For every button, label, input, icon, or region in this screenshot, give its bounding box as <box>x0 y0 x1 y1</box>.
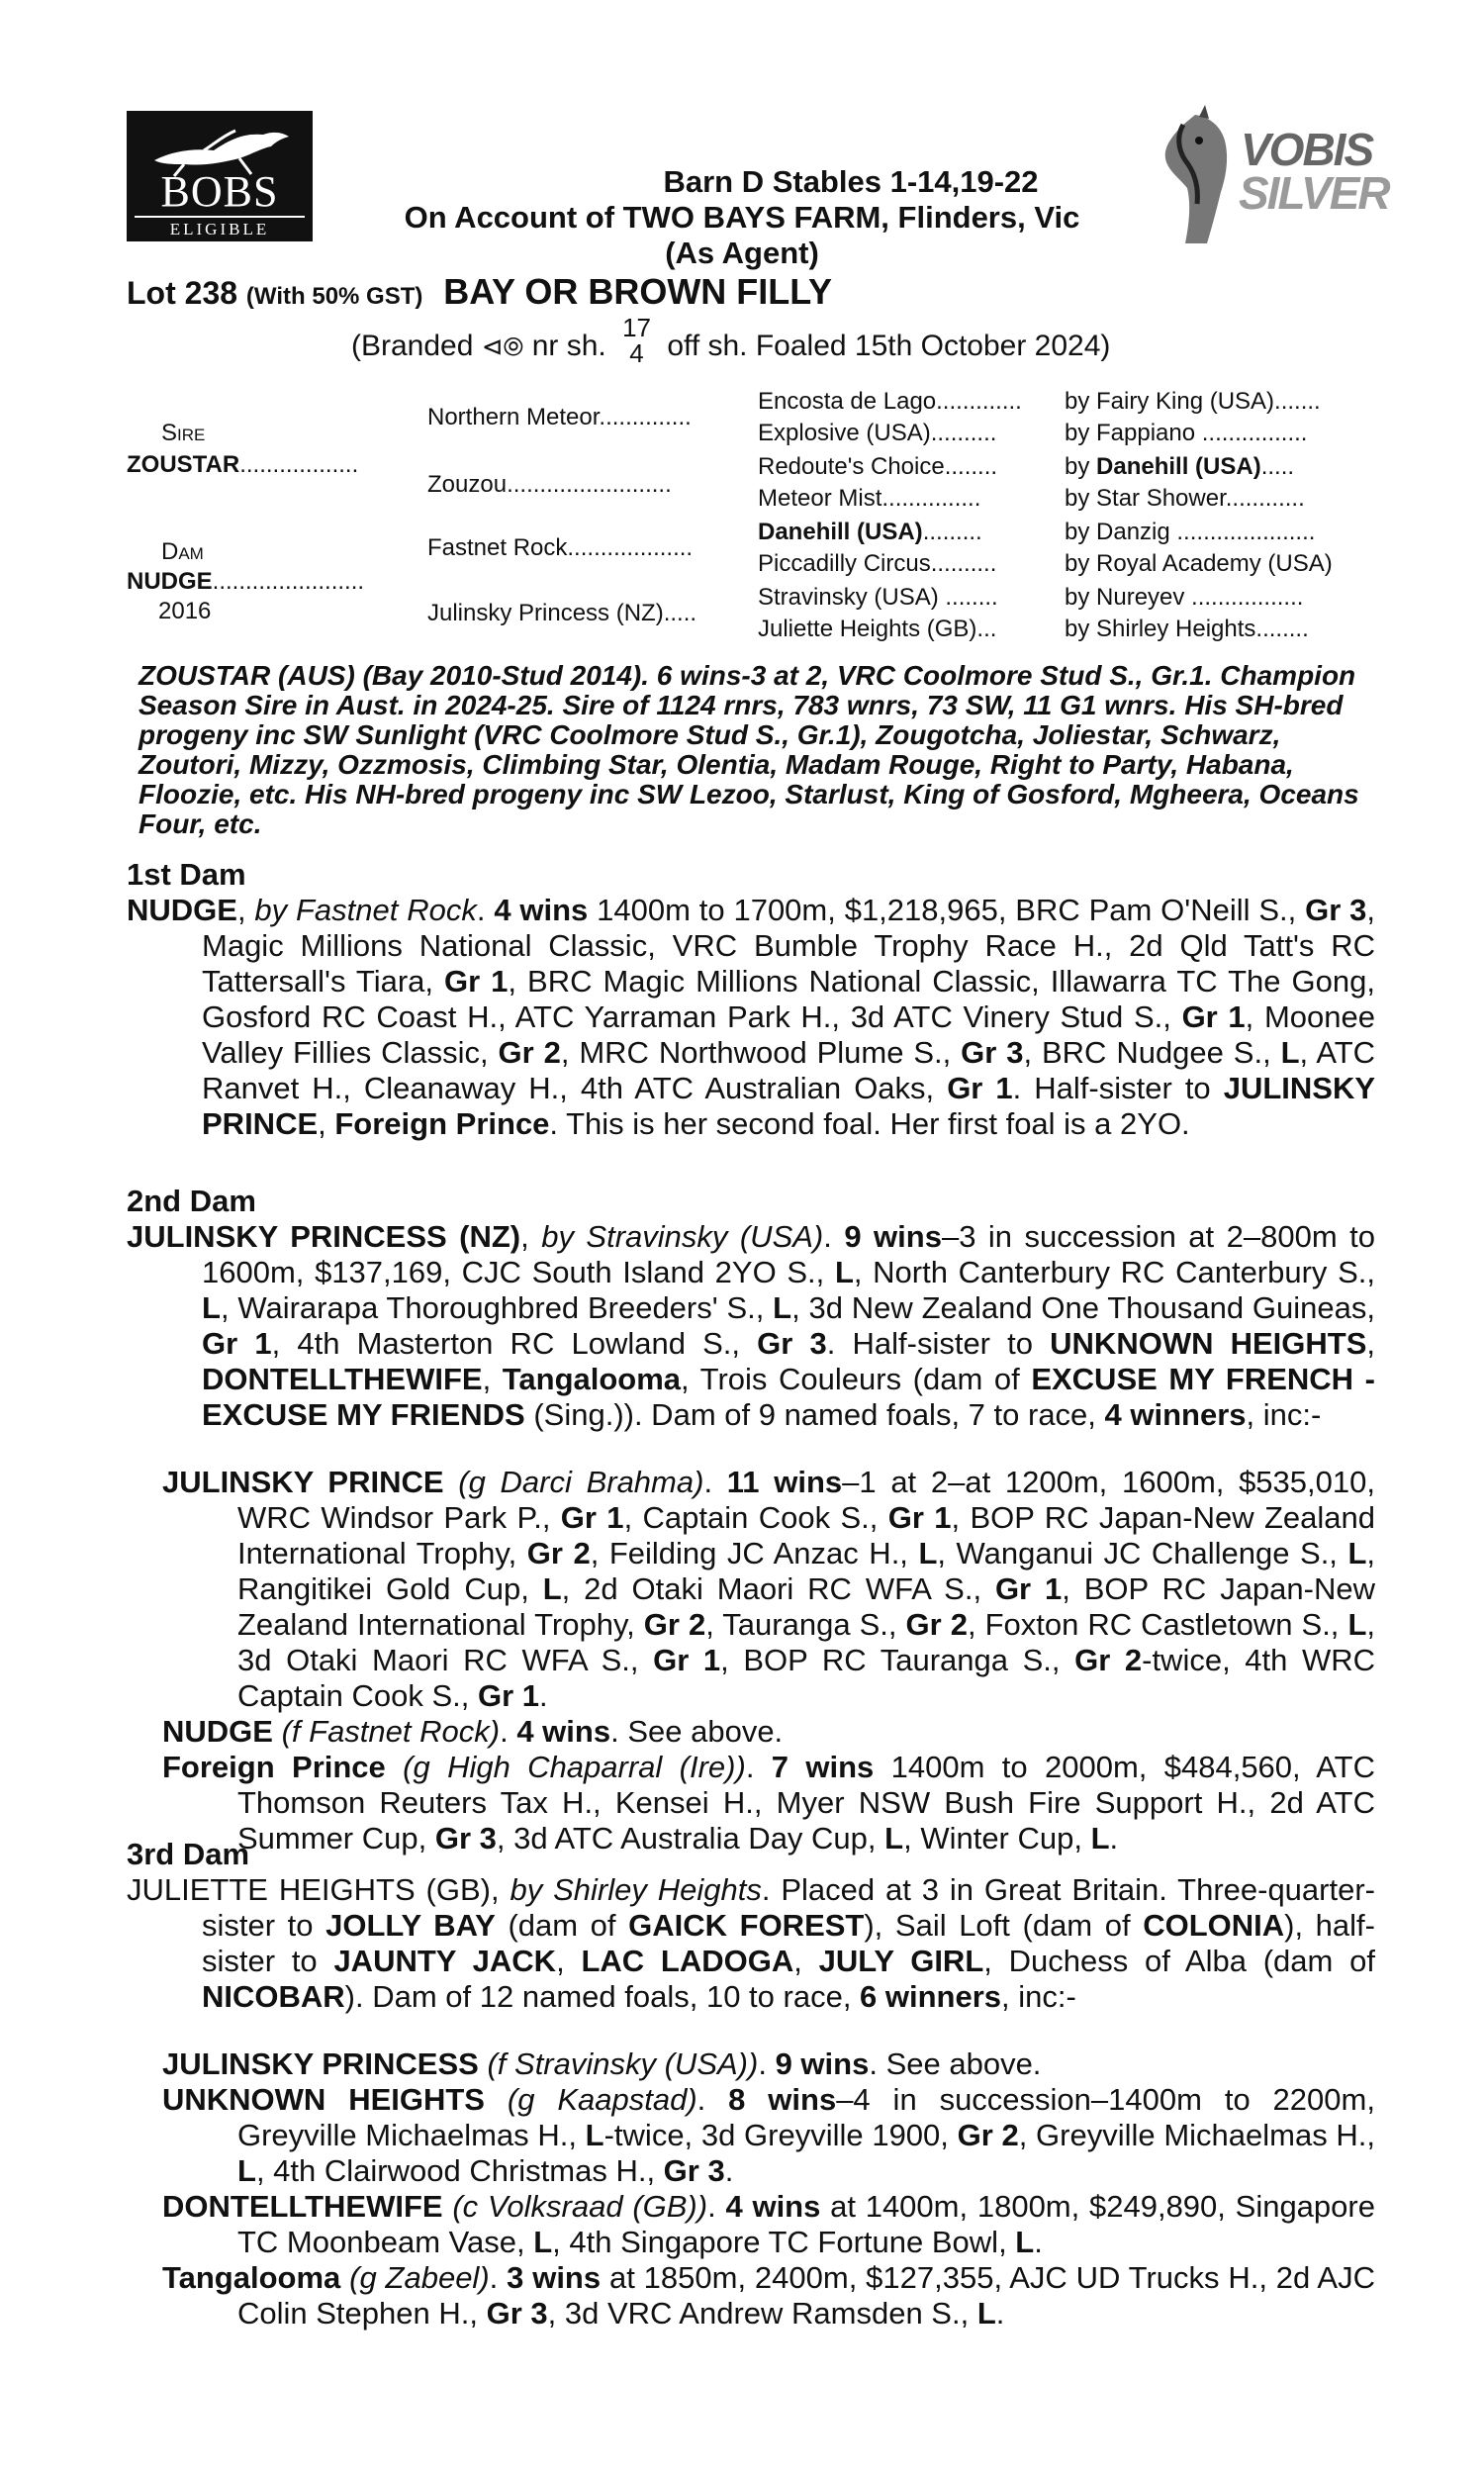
gen3-dots: .......... <box>930 550 997 577</box>
sire-ref: (f Stravinsky (USA)) <box>487 2046 759 2081</box>
t: , Tauranga S., <box>705 1607 906 1642</box>
grade: Gr 3 <box>434 1821 497 1856</box>
gen2-dots: ..... <box>663 600 697 626</box>
t: ), half-sister to <box>202 1908 1375 1978</box>
grade: Gr 3 <box>663 2153 725 2188</box>
t: , Foxton RC Castletown S., <box>967 1607 1348 1642</box>
as-agent: (As Agent) <box>665 236 819 270</box>
t: ), Sail Loft (dam of <box>864 1908 1144 1943</box>
t: , 3d New Zealand One Thousand Guineas, <box>791 1290 1375 1325</box>
horse-head-icon <box>1156 105 1245 253</box>
gen3-item <box>758 616 996 643</box>
t: , MRC Northwood Plume S., <box>560 1035 962 1070</box>
t: , Winter Cup, <box>903 1821 1091 1856</box>
barn-stables: Barn D Stables 1-14,19-22 <box>663 164 1039 199</box>
gen3-item <box>758 485 980 513</box>
gen3-dots: ... <box>976 616 997 642</box>
gen3-name: Piccadilly Circus <box>758 550 931 577</box>
sire-ref: by Fastnet Rock <box>254 893 477 927</box>
t: . <box>758 2046 767 2081</box>
horse-name: DONTELLTHEWIFE <box>202 1362 483 1396</box>
sire-label: Sire <box>161 420 206 446</box>
horse-name: Tangalooma <box>502 1362 682 1396</box>
t: , <box>1366 1326 1376 1361</box>
consignor-header <box>336 164 1148 271</box>
t: , Feilding JC Anzac H., <box>590 1536 919 1570</box>
sire-dots: .................. <box>239 451 359 478</box>
second-dam-heading: 2nd Dam <box>127 1184 256 1218</box>
t: –4 in succession–1400m to 2200m, Greyville Michaelmas H., <box>237 2082 1375 2152</box>
branded-mid: nr sh. <box>531 329 606 362</box>
grade: Gr 2 <box>957 2118 1019 2152</box>
grade: Gr 3 <box>486 2296 548 2331</box>
t: at 1850m, 2400m, $127,355, AJC UD Trucks H., 2d AJC Colin Stephen H., <box>237 2260 1375 2331</box>
lot-heading <box>127 271 832 313</box>
brand-fraction-top: 17 <box>622 313 651 342</box>
t: . <box>823 1219 832 1254</box>
t: , 3d VRC Andrew Ramsden S., <box>547 2296 977 2331</box>
sire-name <box>127 451 358 479</box>
gen3-sire: by Danzig ..................... <box>1065 519 1316 545</box>
t: , ATC Ranvet H., Cleanaway H., 4th ATC Australian Oaks, <box>202 1035 1376 1105</box>
horse-name: Tangalooma <box>162 2260 341 2295</box>
first-dam-entry <box>127 893 1375 1142</box>
vobis-silver-logo <box>1156 105 1389 253</box>
horse-name: NICOBAR <box>202 1979 345 2014</box>
t: . <box>500 1714 509 1749</box>
gen3-sire <box>1065 453 1294 481</box>
t: , <box>482 1362 503 1396</box>
t: . <box>995 2296 1005 2331</box>
horse-name: NUDGE <box>127 893 237 927</box>
grade: L <box>1280 1035 1300 1070</box>
t: . See above. <box>610 1714 784 1749</box>
grade: Gr 1 <box>653 1643 721 1677</box>
lot-number: Lot 238 <box>127 275 238 311</box>
grade: L <box>884 1821 904 1856</box>
t: , Magic Millions National Classic, VRC Bumble Trophy Race H., 2d Qld Tatt's RC Tattersall's Tiara, <box>202 893 1375 999</box>
grade: Gr 2 <box>526 1536 591 1570</box>
vobis-logo-word: VOBIS <box>1241 124 1373 175</box>
sire-ref: (g Zabeel) <box>349 2260 490 2295</box>
wins: 4 wins <box>516 1714 611 1749</box>
grade: Gr 2 <box>1074 1643 1143 1677</box>
t: , Wanganui JC Challenge S., <box>937 1536 1348 1570</box>
gen2-name: Fastnet Rock <box>427 534 568 561</box>
gen3-sire-post: ..... <box>1260 453 1295 480</box>
gen3-name: Danehill (USA) <box>758 519 923 545</box>
t: , 4th Clairwood Christmas H., <box>255 2153 664 2188</box>
gen3-dots: ............... <box>881 485 981 512</box>
winners-count: 6 winners <box>860 1979 1002 2014</box>
t: . Half-sister to <box>1012 1071 1224 1105</box>
gst-note: (With 50% GST) <box>245 283 423 310</box>
t: . <box>724 2153 734 2188</box>
gen3-item <box>758 453 997 481</box>
horse-name: JAUNTY JACK <box>333 1944 557 1978</box>
bobs-eligible-logo <box>127 111 313 241</box>
grade: Gr 3 <box>757 1326 827 1361</box>
horse-name: Foreign Prince <box>162 1750 386 1784</box>
gen3-item <box>758 519 982 546</box>
grade: L <box>533 2225 553 2259</box>
grade: L <box>542 1571 562 1606</box>
gen3-dots: ........ <box>944 453 998 480</box>
gen3-sire: by Fairy King (USA)....... <box>1065 388 1321 415</box>
progeny-tangalooma <box>127 2260 1375 2331</box>
gen2-dots: ................... <box>567 534 694 561</box>
t: . <box>489 2260 499 2295</box>
t: . Half-sister to <box>826 1326 1051 1361</box>
horse-name: JULIETTE HEIGHTS (GB) <box>127 1872 491 1907</box>
progeny-foreign-prince <box>127 1750 1375 1856</box>
t: -twice, 3d Greyville 1900, <box>603 2118 958 2152</box>
sire-ref: (f Fastnet Rock) <box>281 1714 501 1749</box>
gen3-dots: .......... <box>930 420 997 446</box>
grade: L <box>1347 1607 1367 1642</box>
grade: L <box>1090 1821 1110 1856</box>
gen2-item <box>427 600 696 627</box>
gen3-dots: ......... <box>922 519 982 545</box>
sire: ZOUSTAR <box>127 451 240 478</box>
gen3-sire: by Fappiano ................ <box>1065 420 1308 446</box>
gen3-name: Juliette Heights (GB) <box>758 616 977 642</box>
t: . Placed at 3 in Great Britain. Three-quarter-sister to <box>202 1872 1375 1943</box>
t: . <box>707 2189 716 2224</box>
brand-line <box>351 313 1111 368</box>
dam-dots: ....................... <box>212 568 365 595</box>
t: . <box>696 2082 706 2117</box>
wins: 11 wins <box>726 1465 843 1499</box>
grade: Gr 3 <box>1305 893 1367 927</box>
grade: L <box>237 2153 256 2188</box>
gen3-item <box>758 388 1022 416</box>
third-dam-entry <box>127 1872 1375 2015</box>
sire-ref: by Stravinsky (USA) <box>541 1219 824 1254</box>
sire-ref: (g Darci Brahma) <box>458 1465 704 1499</box>
t: . <box>1034 2225 1043 2259</box>
t: , BOP RC Japan-New Zealand International Trophy, <box>237 1500 1376 1570</box>
t: 1400m to 2000m, $484,560, ATC Thomson Reuters Tax H., Kensei H., Myer NSW Bush Fire Support H., 2d ATC Summer Cup, <box>237 1750 1375 1856</box>
gen3-name: Stravinsky (USA) <box>758 584 939 611</box>
sire-ref: (g Kaapstad) <box>507 2082 697 2117</box>
horse-name: LAC LADOGA <box>581 1944 794 1978</box>
progeny-unknown-heights <box>127 2082 1375 2189</box>
grade: L <box>773 1290 792 1325</box>
t: , <box>556 1944 582 1978</box>
grade: Gr 1 <box>947 1071 1013 1105</box>
horse-name: COLONIA <box>1143 1908 1285 1943</box>
winners-count: 4 winners <box>1104 1397 1247 1432</box>
t: . <box>703 1465 713 1499</box>
t: , inc:- <box>1001 1979 1076 2014</box>
t: –1 at 2–at 1200m, 1600m, $535,010, WRC Windsor Park P., <box>237 1465 1375 1535</box>
progeny-nudge <box>127 1714 1375 1750</box>
sire-ref: (g High Chaparral (Ire)) <box>403 1750 746 1784</box>
grade: Gr 2 <box>905 1607 968 1642</box>
grade: Gr 1 <box>202 1326 272 1361</box>
horse-name: JOLLY BAY <box>325 1908 496 1943</box>
t: –3 in succession at 2–800m to 1600m, $137,169, CJC South Island 2YO S., <box>202 1219 1375 1289</box>
wins: 9 wins <box>844 1219 942 1254</box>
t: , Wairarapa Thoroughbred Breeders' S., <box>220 1290 774 1325</box>
dam-name <box>127 568 364 596</box>
gen2-name: Zouzou <box>427 471 508 498</box>
t: 1400m to 1700m, $1,218,965, BRC Pam O'Neill S., <box>597 893 1306 927</box>
t: , inc:- <box>1246 1397 1322 1432</box>
grade: Gr 1 <box>560 1500 624 1535</box>
gen3-sire: by Nureyev ................. <box>1065 584 1304 611</box>
grade: Gr 1 <box>477 1678 539 1713</box>
horse-name: JULINSKY PRINCE <box>202 1071 1376 1141</box>
grade: Gr 1 <box>1181 999 1246 1034</box>
grade: Gr 1 <box>994 1571 1063 1606</box>
horse-name: NUDGE <box>162 1714 273 1749</box>
progeny-julinsky-prince <box>127 1465 1375 1714</box>
t: -twice, 4th WRC Captain Cook S., <box>237 1643 1376 1713</box>
t: , <box>793 1944 819 1978</box>
grade: Gr 2 <box>643 1607 706 1642</box>
gen2-item <box>427 534 693 562</box>
gen3-sire: by Star Shower............ <box>1065 485 1305 512</box>
wins: 7 wins <box>771 1750 875 1784</box>
horse-name: JULY GIRL <box>818 1944 984 1978</box>
wins: 8 wins <box>728 2082 837 2117</box>
gen3-name: Encosta de Lago <box>758 388 937 415</box>
t: at 1400m, 1800m, $249,890, Singapore TC Moonbeam Vase, <box>237 2189 1375 2259</box>
gen2-name: Julinsky Princess (NZ) <box>427 600 664 626</box>
t: , Rangitikei Gold Cup, <box>237 1536 1375 1606</box>
gen3-item <box>758 584 998 612</box>
gen3-name: Explosive (USA) <box>758 420 931 446</box>
horse-name: JULINSKY PRINCE <box>162 1465 444 1499</box>
horse-name: GAICK FOREST <box>628 1908 865 1943</box>
wins: 9 wins <box>775 2046 870 2081</box>
t: , Greyville Michaelmas H., <box>1018 2118 1376 2152</box>
t: . <box>539 1678 548 1713</box>
wins: 4 wins <box>494 893 589 927</box>
t: . This is her second foal. Her first foal is a 2YO. <box>549 1106 1190 1141</box>
t: , Trois Couleurs (dam of <box>681 1362 1032 1396</box>
progeny-dontellthewife <box>127 2189 1375 2260</box>
bobs-logo-sub: ELIGIBLE <box>135 216 305 239</box>
t: , Duchess of Alba (dam of <box>983 1944 1375 1978</box>
t: , 4th Masterton RC Lowland S., <box>271 1326 758 1361</box>
grade: L <box>1347 1536 1367 1570</box>
third-dam-heading: 3rd Dam <box>127 1837 250 1871</box>
horse-name: UNKNOWN HEIGHTS <box>1050 1326 1367 1361</box>
gen2-item <box>427 404 692 431</box>
horse-name: UNKNOWN HEIGHTS <box>162 2082 485 2117</box>
t: , <box>318 1106 335 1141</box>
gen3-sire-bold: Danehill (USA) <box>1096 453 1261 480</box>
t: , Captain Cook S., <box>623 1500 888 1535</box>
gen3-sire: by Shirley Heights........ <box>1065 616 1309 642</box>
dam: NUDGE <box>127 568 213 595</box>
grade: Gr 2 <box>498 1035 561 1070</box>
lot-title: BAY OR BROWN FILLY <box>443 271 832 312</box>
dam-year: 2016 <box>158 598 212 624</box>
gen3-item <box>758 550 996 578</box>
t: , 4th Singapore TC Fortune Bowl, <box>552 2225 1016 2259</box>
grade: L <box>1015 2225 1035 2259</box>
t: , <box>520 1219 542 1254</box>
t: (dam of <box>495 1908 629 1943</box>
dam-label: Dam <box>161 538 204 565</box>
gen2-name: Northern Meteor <box>427 404 600 430</box>
bobs-logo-word: BOBS <box>160 167 279 216</box>
wins: 3 wins <box>507 2260 602 2295</box>
t: , BRC Magic Millions National Classic, Illawarra TC The Gong, Gosford RC Coast H., ATC Yarraman Park H., 3d ATC Vinery Stud S., <box>202 964 1375 1034</box>
t: , <box>236 893 255 927</box>
gen3-sire: by Royal Academy (USA) <box>1065 550 1333 577</box>
sire-summary: ZOUSTAR (AUS) (Bay 2010-Stud 2014). 6 wins-3 at 2, VRC Coolmore Stud S., Gr.1. Champion Season Sire in Aust. in 2024-25. Sire of 1124 rnrs, 783 wnrs, 73 SW, 11 G1 wnrs. His SH-bred progeny inc SW Sunlight (VRC Coolmore Stud S., Gr.1), Zougotcha, Joliestar, Schwarz, Zoutori, Mizzy, Ozzmosis, Climbing Star, Olentia, Madam Rouge, Right to Party, Habana, Floozie, etc. His NH-bred progeny inc SW Lezoo, Starlust, King of Gosford, Mgheera, Oceans Four, etc. <box>139 660 1359 839</box>
t: , BRC Nudgee S., <box>1023 1035 1281 1070</box>
gen2-dots: ......................... <box>507 471 672 498</box>
gen3-sire-pre: by <box>1065 453 1097 480</box>
gen2-item <box>427 471 672 499</box>
t: , 3d Otaki Maori RC WFA S., <box>237 1607 1375 1677</box>
grade: L <box>834 1255 854 1289</box>
progeny-julinsky-princess <box>127 2046 1375 2082</box>
grade: L <box>585 2118 604 2152</box>
grade: Gr 3 <box>961 1035 1024 1070</box>
grade: L <box>202 1290 221 1325</box>
grade: L <box>976 2296 996 2331</box>
t: . <box>476 893 486 927</box>
gen2-dots: .............. <box>599 404 692 430</box>
horse-name: EXCUSE MY FRENCH - EXCUSE MY FRIENDS <box>202 1362 1375 1432</box>
horse-name: Foreign Prince <box>334 1106 550 1141</box>
branded-pre: (Branded <box>351 329 474 362</box>
t: , North Canterbury RC Canterbury S., <box>853 1255 1376 1289</box>
horse-name: DONTELLTHEWIFE <box>162 2189 443 2224</box>
t: , <box>490 1872 510 1907</box>
gen3-name: Redoute's Choice <box>758 453 945 480</box>
sire-ref: (c Volksraad (GB)) <box>452 2189 708 2224</box>
brand-mark-icon: ⊲⦾ <box>481 331 524 361</box>
t: . <box>745 1750 755 1784</box>
gen3-item <box>758 420 996 447</box>
brand-fraction <box>622 315 651 366</box>
t: , BOP RC Tauranga S., <box>720 1643 1075 1677</box>
grade: Gr 1 <box>444 964 509 999</box>
t: , Moonee Valley Fillies Classic, <box>202 999 1375 1070</box>
t: ). Dam of 12 named foals, 10 to race, <box>344 1979 861 2014</box>
second-dam-entry <box>127 1219 1375 1433</box>
t: , BOP RC Japan-New Zealand International Trophy, <box>237 1571 1375 1642</box>
gen3-dots: ............. <box>936 388 1022 415</box>
grade: L <box>918 1536 938 1570</box>
horse-name: JULINSKY PRINCESS <box>162 2046 479 2081</box>
brand-fraction-bottom: 4 <box>629 338 644 368</box>
t: . See above. <box>869 2046 1042 2081</box>
t: , 3d ATC Australia Day Cup, <box>496 1821 885 1856</box>
branded-post: off sh. Foaled 15th October 2024) <box>667 329 1111 362</box>
consignor: On Account of TWO BAYS FARM, Flinders, Vic <box>404 200 1080 235</box>
gen3-dots: ........ <box>938 584 998 611</box>
wins: 4 wins <box>725 2189 821 2224</box>
sire-ref: by Shirley Heights <box>510 1872 762 1907</box>
first-dam-heading: 1st Dam <box>127 857 246 892</box>
gen3-name: Meteor Mist <box>758 485 882 512</box>
horse-name: JULINSKY PRINCESS (NZ) <box>127 1219 521 1254</box>
grade: Gr 1 <box>887 1500 952 1535</box>
t: . <box>1109 1821 1119 1856</box>
silver-logo-word: SILVER <box>1239 167 1389 219</box>
t: (Sing.)). Dam of 9 named foals, 7 to race, <box>524 1397 1105 1432</box>
t: , 2d Otaki Maori RC WFA S., <box>561 1571 995 1606</box>
